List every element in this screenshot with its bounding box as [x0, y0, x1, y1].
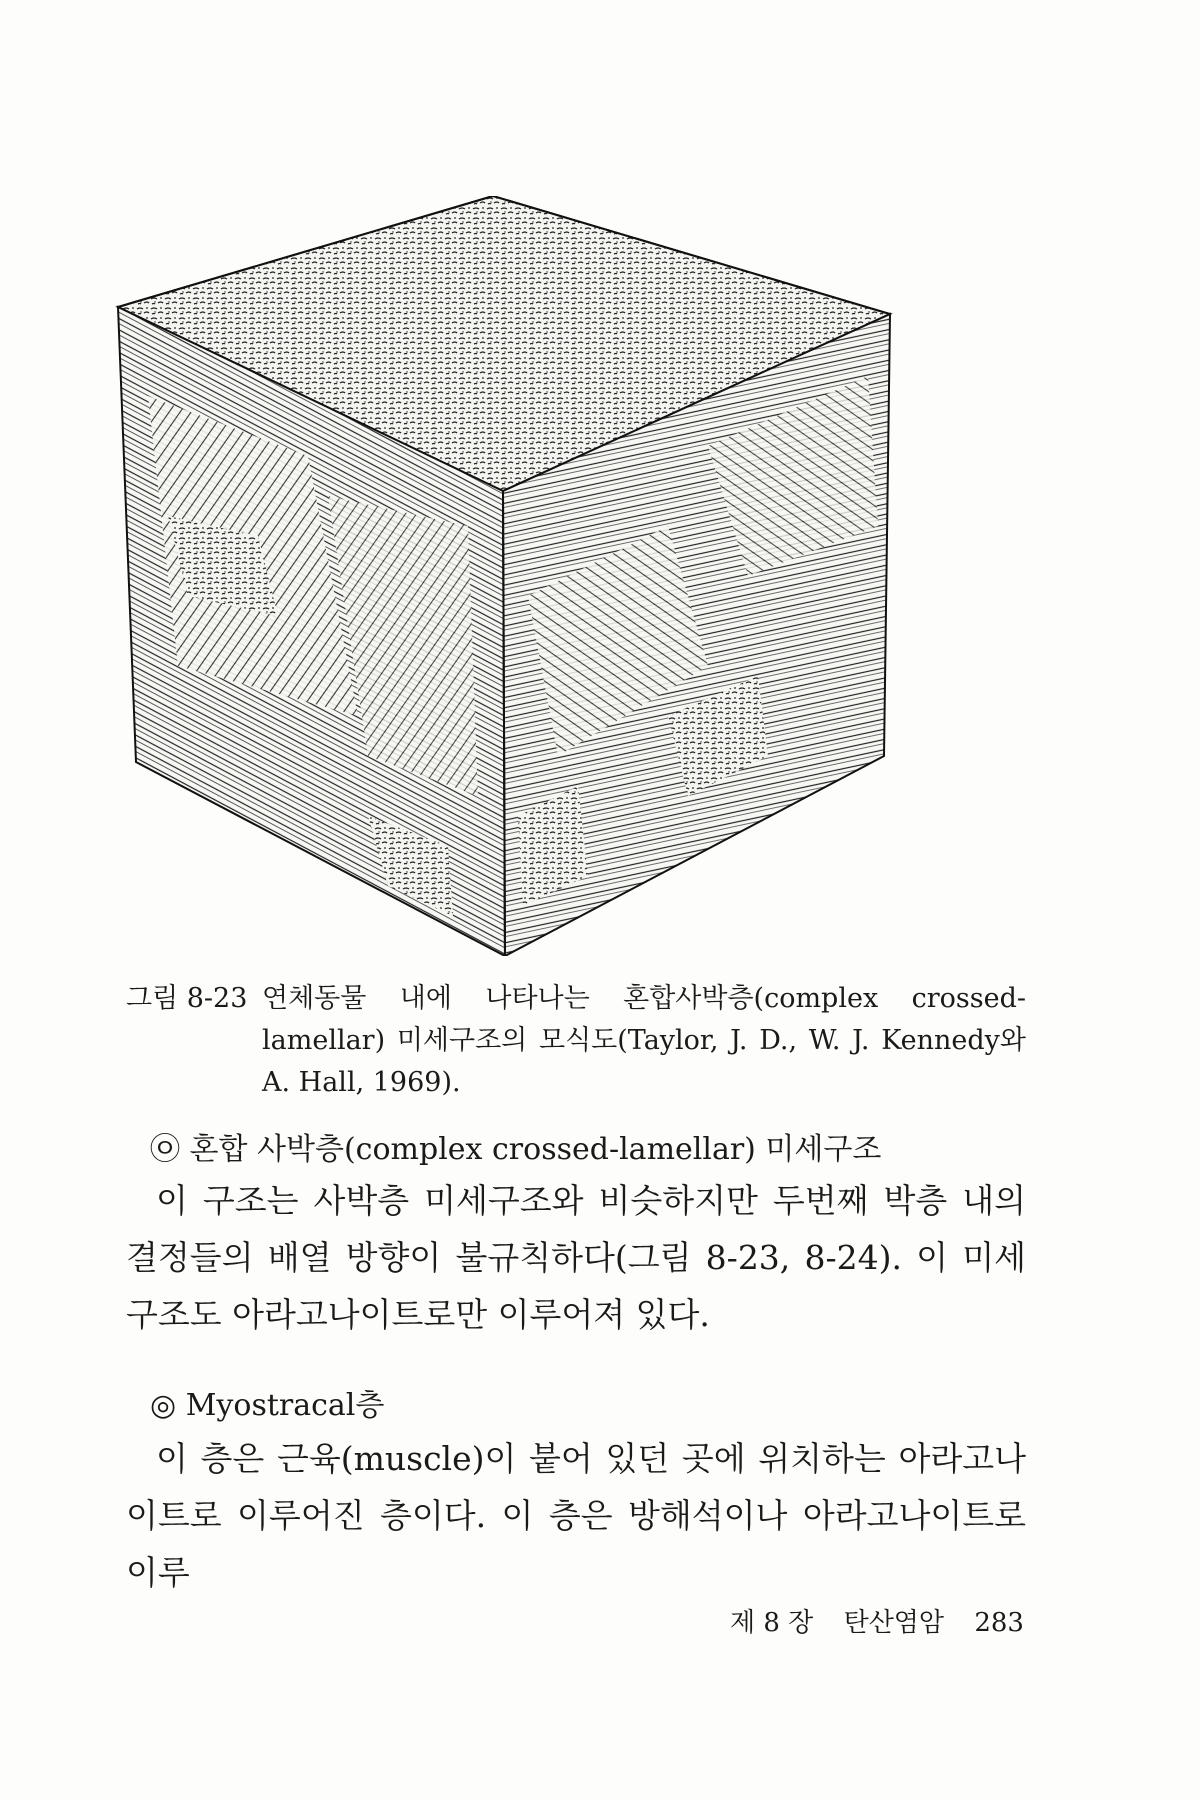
- page-number: 283: [974, 1608, 1024, 1638]
- chapter-label: 제 8 장: [730, 1608, 814, 1638]
- microstructure-block-diagram: [108, 196, 1020, 956]
- figure-number: 그림 8-23: [126, 983, 248, 1014]
- page-footer: [730, 1602, 1024, 1639]
- section-heading-myostracal: ◎ Myostracal층: [150, 1388, 385, 1423]
- body-paragraph-2: 이 층은 근육(muscle)이 붙어 있던 곳에 위치하는 아라고나이트로 이루어진 층이다. 이 층은 방해석이나 아라고나이트로 이루: [126, 1439, 1026, 1592]
- section-heading-complex-crossed-lamellar: ㉧ 혼합 사박층(complex crossed-lamellar) 미세구조: [150, 1132, 882, 1167]
- chapter-title: 탄산염암: [843, 1608, 945, 1638]
- body-paragraph-1: 이 구조는 사박층 미세구조와 비슷하지만 두번째 박층 내의 결정들의 배열 방향이 불규칙하다(그림 8-23, 8-24). 이 미세구조도 아라고나이트로만 이루어져 있다.: [126, 1181, 1026, 1334]
- figure-caption-text: 연체동물 내에 나타나는 혼합사박층(complex crossed-lamellar) 미세구조의 모식도(Taylor, J. D., W. J. Kennedy와 A. Hall, 1969).: [262, 983, 1026, 1098]
- figure-caption: [126, 978, 1026, 1104]
